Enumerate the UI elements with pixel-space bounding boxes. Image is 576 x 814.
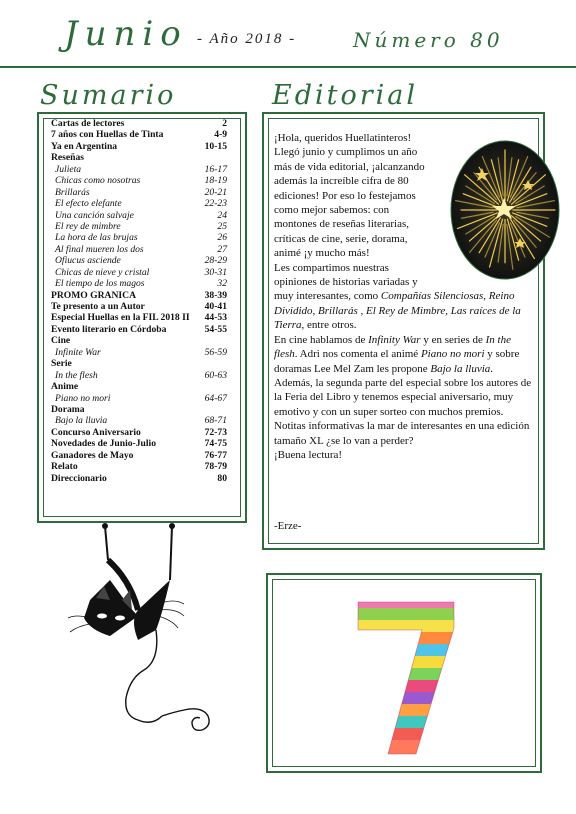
- issue-year: - Año 2018 -: [197, 31, 297, 47]
- toc-row: [51, 461, 239, 472]
- toc-row-page: 60-63: [204, 369, 227, 381]
- toc-row: [51, 152, 239, 163]
- toc-row-title: Una canción salvaje: [55, 209, 134, 221]
- toc-list: [51, 118, 239, 484]
- toc-row-page: 74-75: [204, 438, 227, 450]
- toc-row: [51, 164, 239, 175]
- toc-row-title: 7 años con Huellas de Tinta: [51, 129, 164, 141]
- toc-row-title: Ya en Argentina: [51, 140, 118, 152]
- toc-row: [51, 232, 239, 243]
- toc-row-page: 44-53: [204, 312, 227, 324]
- toc-row-page: 28-29: [204, 255, 227, 267]
- toc-row-title: Ganadores de Mayo: [51, 449, 134, 461]
- toc-row-title: Cartas de lectores: [51, 118, 125, 129]
- toc-row: [51, 129, 239, 140]
- toc-row-title: Te presento a un Autor: [51, 301, 145, 312]
- toc-row-title: Dorama: [51, 403, 85, 415]
- toc-row-page: [227, 152, 239, 163]
- toc-row: [51, 438, 239, 449]
- toc-row-title: Reseñas: [51, 152, 85, 164]
- toc-row: [51, 210, 239, 221]
- toc-row: [51, 404, 239, 415]
- toc-row-page: 22-23: [204, 198, 227, 210]
- toc-row-page: [227, 335, 239, 346]
- toc-row: [51, 244, 239, 255]
- editorial-paragraph-6: ¡Buena lectura!: [274, 448, 343, 461]
- toc-row-title: Relato: [51, 461, 78, 473]
- toc-row: [51, 198, 239, 209]
- toc-row-title: Serie: [51, 358, 72, 370]
- hanging-cat-icon: [60, 520, 230, 750]
- masthead: [0, 0, 576, 66]
- editorial-title: Editorial: [272, 80, 419, 111]
- toc-row: [51, 347, 239, 358]
- toc-row-page: 64-67: [204, 392, 227, 404]
- editorial-paragraph-1: ¡Hola, queridos Huellatinteros! Llegó junio y cumplimos un año más de vida editorial, ¡alcanzando además la increíble cifra de 80 ediciones! Por eso lo festejamos como mejor sabemos: con montones de reseñas literarias, críticas de cine, serie, dorama, animé ¡y mucho más!: [274, 132, 425, 260]
- toc-row-title: Infinite War: [55, 346, 101, 358]
- toc-row-title: Julieta: [55, 163, 82, 175]
- toc-row-page: 38-39: [204, 289, 227, 301]
- toc-row-page: 54-55: [204, 323, 227, 335]
- editorial-paragraph-5: Notitas informativas la mar de interesantes en una edición tamaño XL ¿se lo van a perder?: [274, 420, 530, 447]
- toc-row-page: 80: [217, 472, 227, 484]
- toc-row-page: [227, 381, 239, 392]
- toc-row-title: Al final mueren los dos: [55, 243, 144, 255]
- toc-row-title: Chicas de nieve y cristal: [55, 266, 150, 278]
- toc-row: [51, 358, 239, 369]
- toc-row: [51, 335, 239, 346]
- toc-row: [51, 324, 239, 335]
- toc-row-page: 4-9: [214, 129, 227, 141]
- toc-row: [51, 255, 239, 266]
- editorial-paragraph-2: Les compartimos nuestras opiniones de historias variadas y muy interesantes, como Compañías Silenciosas, Reino Dividido, Brillarás , El Rey de Mimbre, Las raíces de la Tierra, entre otros.: [274, 261, 521, 332]
- toc-row-title: El tiempo de los magos: [55, 278, 145, 290]
- toc-row-page: 24: [217, 209, 227, 221]
- toc-row-page: 40-41: [204, 301, 227, 312]
- toc-row-title: La hora de las brujas: [55, 232, 138, 244]
- toc-row: [51, 278, 239, 289]
- toc-row: [51, 473, 239, 484]
- toc-row-page: [227, 358, 239, 369]
- toc-row-page: 16-17: [204, 163, 227, 175]
- toc-row-page: 18-19: [204, 175, 227, 187]
- issue-month: Junio: [64, 14, 188, 54]
- toc-row-title: Chicas como nosotras: [55, 175, 141, 187]
- toc-row-title: Concurso Aniversario: [51, 426, 141, 438]
- toc-row-page: 32: [217, 278, 227, 290]
- toc-row-title: Direccionario: [51, 472, 107, 484]
- toc-row-page: 20-21: [204, 186, 227, 198]
- toc-row: [51, 370, 239, 381]
- toc-row: [51, 118, 239, 129]
- toc-row-page: 78-79: [204, 461, 227, 473]
- toc-row-title: El rey de mimbre: [55, 220, 121, 232]
- toc-row-title: Especial Huellas en la FIL 2018 II: [51, 312, 190, 324]
- toc-row-page: [227, 404, 239, 415]
- editorial-paragraph-3: En cine hablamos de Infinity War y en series de In the flesh. Adri nos comenta el animé Piano no mori y sobre doramas Lee Mel Zam les propone Bajo la lluvia.: [274, 333, 520, 375]
- toc-row-page: 10-15: [204, 140, 227, 152]
- toc-row-title: Evento literario en Córdoba: [51, 323, 167, 335]
- toc-row-title: Ofiucus asciende: [55, 255, 121, 267]
- toc-row: [51, 221, 239, 232]
- toc-row-page: 27: [217, 243, 227, 255]
- toc-row-title: Anime: [51, 381, 79, 393]
- toc-row-title: El efecto elefante: [55, 198, 122, 210]
- toc-row: [51, 427, 239, 438]
- toc-row: [51, 301, 239, 312]
- header-rule: [0, 66, 576, 68]
- fireworks-icon: [450, 140, 560, 280]
- toc-row-title: In the flesh: [55, 369, 98, 381]
- toc-row: [51, 187, 239, 198]
- toc-row-page: 72-73: [204, 426, 227, 438]
- toc-row-title: Brillarás: [55, 186, 90, 198]
- toc-row-page: 68-71: [204, 415, 227, 427]
- toc-title: Sumario: [40, 80, 177, 111]
- seven-pinata-icon: [350, 594, 460, 762]
- toc-row: [51, 450, 239, 461]
- toc-row: [51, 141, 239, 152]
- toc-row-title: Piano no mori: [55, 392, 111, 404]
- toc-row-page: 56-59: [204, 346, 227, 358]
- issue-number: Número 80: [353, 28, 504, 52]
- toc-row: [51, 415, 239, 426]
- toc-box: [37, 112, 247, 523]
- editorial-signature: -Erze-: [274, 520, 302, 532]
- toc-row-page: 25: [217, 220, 227, 232]
- toc-row: [51, 267, 239, 278]
- toc-row-title: Bajo la lluvia: [55, 415, 108, 427]
- toc-row: [51, 381, 239, 392]
- toc-row: [51, 393, 239, 404]
- editorial-paragraph-4: Además, la segunda parte del especial sobre los autores de la Feria del Libro y tenemos especial aniversario, muy emotivo y con un super sorteo con muchos premios.: [274, 376, 532, 418]
- toc-row-page: 26: [217, 232, 227, 244]
- toc-row: [51, 312, 239, 323]
- toc-row: [51, 290, 239, 301]
- toc-row-title: PROMO GRANICA: [51, 289, 137, 301]
- toc-row-title: Cine: [51, 335, 71, 347]
- toc-row-page: 76-77: [204, 449, 227, 461]
- toc-row-page: 2: [222, 118, 227, 129]
- toc-row-page: 30-31: [204, 266, 227, 278]
- toc-row: [51, 175, 239, 186]
- toc-row-title: Novedades de Junio-Julio: [51, 438, 157, 450]
